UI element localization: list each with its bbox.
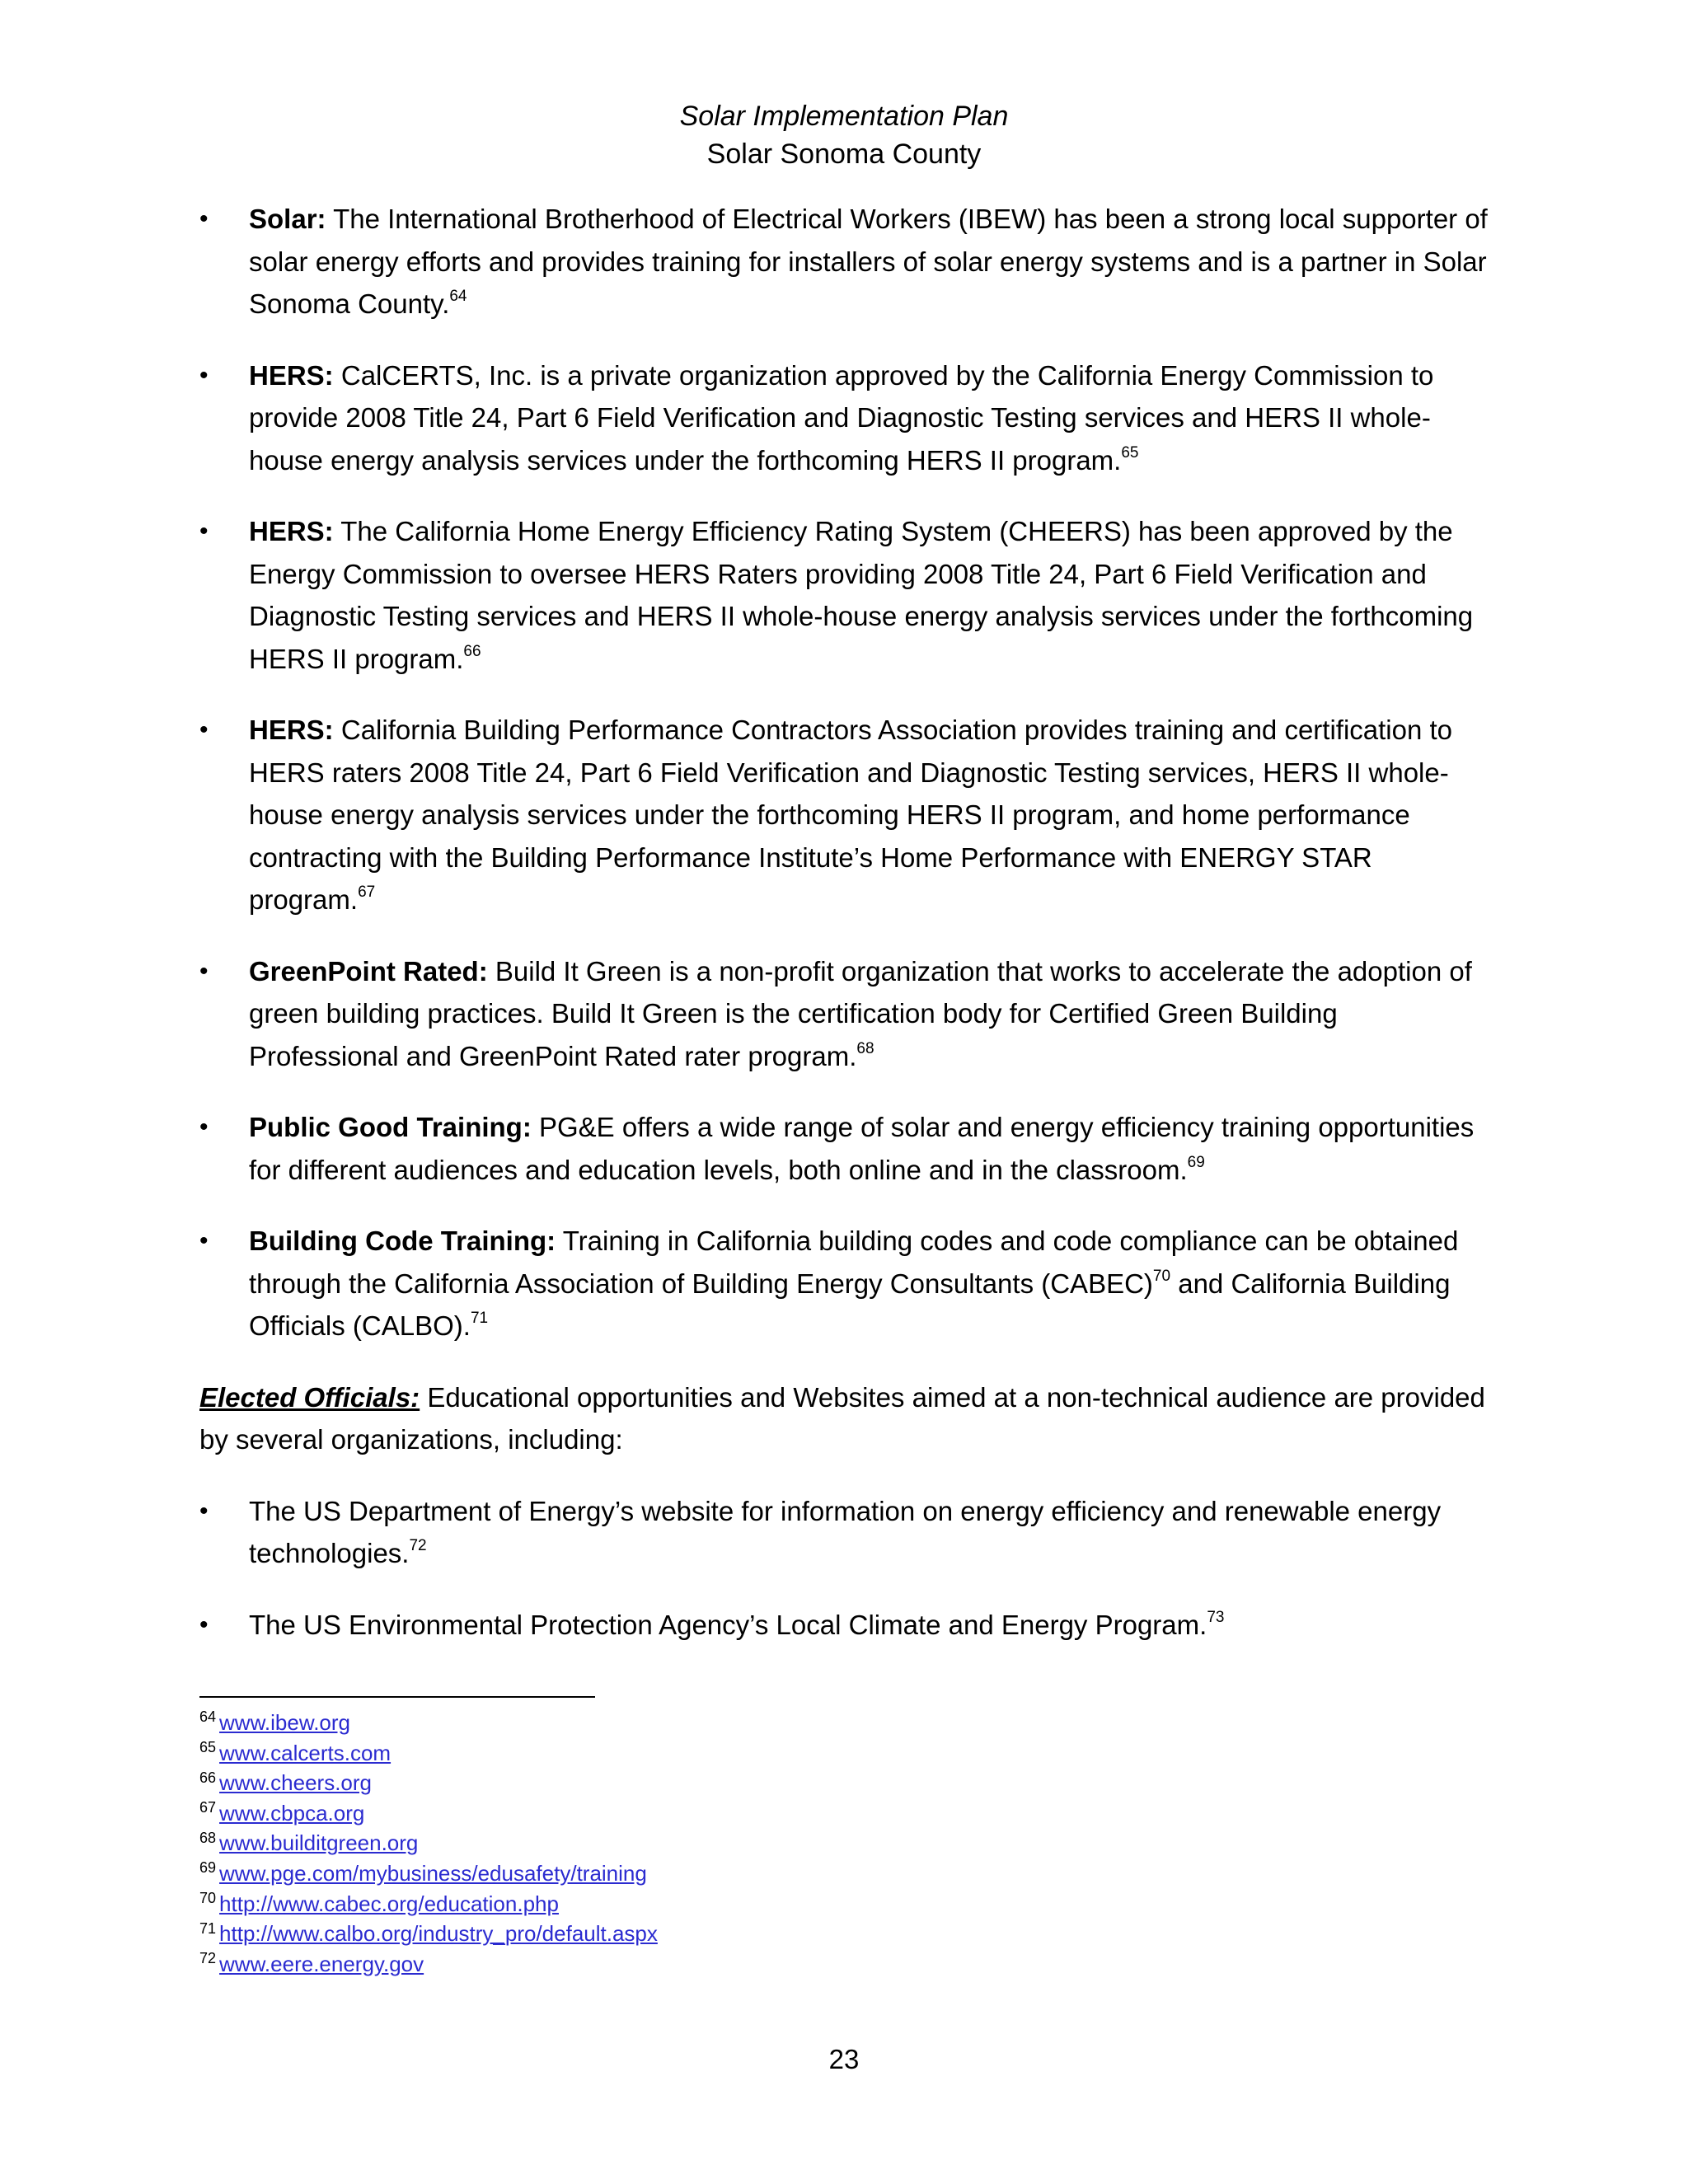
paragraph-text: Educational opportunities and Websites aimed at a non-technical audience are provided by several organizations, including:	[199, 1381, 1485, 1455]
item-text: The International Brotherhood of Electrical Workers (IBEW) has been a strong local supporter of solar energy efforts and provides training for installers of solar energy systems and is a partner in Solar Sonoma County.	[249, 204, 1488, 319]
list-item	[199, 198, 1493, 326]
page-number: 23	[828, 2044, 860, 2074]
list-item	[199, 1220, 1493, 1347]
list-item	[199, 1490, 1493, 1575]
footnote-number: 66	[199, 1769, 217, 1786]
item-text: Training in California building codes and code compliance can be obtained through the California Association of Building Energy Consultants (CABEC)	[249, 1226, 1459, 1299]
footnote-number: 71	[199, 1919, 217, 1937]
footnote-ref: 71	[470, 1310, 489, 1327]
item-lead: GreenPoint Rated:	[249, 955, 488, 987]
bullet-icon: •	[199, 361, 209, 389]
bullet-icon: •	[199, 716, 209, 743]
list-item	[199, 950, 1493, 1078]
footnote-item	[199, 1889, 1353, 1919]
elected-officials-paragraph	[199, 1376, 1493, 1461]
footnote-item	[199, 1858, 1353, 1889]
footnote-link[interactable]: www.cheers.org	[219, 1770, 372, 1796]
item-lead: HERS:	[249, 359, 334, 391]
bullet-icon: •	[199, 518, 209, 545]
item-text: The California Home Energy Efficiency Rating System (CHEERS) has been approved by the Energy Commission to oversee HERS Raters providing 2008 Title 24, Part 6 Field Verification and Diagnostic Testing services and HERS II whole-house energy analysis services under the forthcoming HERS II program.	[249, 516, 1474, 674]
item-lead: Solar:	[249, 204, 326, 234]
item-text: CalCERTS, Inc. is a private organization approved by the California Energy Commission to provide 2008 Title 24, Part 6 Field Verification and Diagnostic Testing services and HERS II whole-house energy analysis services under the forthcoming HERS II program.	[249, 359, 1434, 476]
footnote-divider	[199, 1696, 595, 1698]
footnote-link[interactable]: www.calcerts.com	[219, 1740, 392, 1765]
footnote-item	[199, 1828, 1353, 1858]
footnote-item	[199, 1949, 1353, 1980]
item-lead: HERS:	[249, 516, 334, 546]
footnote-link[interactable]: www.pge.com/mybusiness/edusafety/training	[219, 1860, 647, 1886]
list-item	[199, 709, 1493, 921]
footnote-number: 70	[199, 1889, 217, 1906]
list-item	[199, 354, 1493, 482]
item-text: PG&E offers a wide range of solar and energy efficiency training opportunities for different audiences and education levels, both online and in the classroom.	[249, 1112, 1475, 1185]
item-text: California Building Performance Contractors Association provides training and certification to HERS raters 2008 Title 24, Part 6 Field Verification and Diagnostic Testing services, HERS II whole-house energy analysis services under the forthcoming HERS II program, and home performance contracting with the Building Performance Institute’s Home Performance with ENERGY STAR program.	[249, 715, 1453, 915]
item-lead: HERS:	[249, 715, 334, 745]
list-item	[199, 1106, 1493, 1191]
resources-bullet-list	[199, 1490, 1493, 1647]
footnote-ref: 64	[449, 288, 467, 305]
bullet-icon: •	[199, 1227, 209, 1254]
footnote-ref: 67	[358, 883, 376, 901]
footnote-item	[199, 1708, 1353, 1738]
footnotes	[199, 1708, 1353, 1979]
footnote-ref: 70	[1152, 1267, 1171, 1285]
bullet-icon: •	[199, 1113, 209, 1141]
bullet-icon: •	[199, 1497, 209, 1525]
footnote-item	[199, 1798, 1353, 1829]
footnote-item	[199, 1738, 1353, 1769]
training-bullet-list	[199, 198, 1493, 1347]
footnote-number: 67	[199, 1799, 217, 1816]
header-subtitle: Solar Sonoma County	[706, 138, 982, 170]
footnote-ref: 66	[463, 642, 481, 660]
footnote-number: 65	[199, 1738, 217, 1755]
item-text: Build It Green is a non-profit organization that works to accelerate the adoption of green building practices. Build It Green is the certification body for Certified Green Building Professional and GreenPoint Rated rater program.	[249, 955, 1472, 1071]
item-text: and California Building Officials (CALBO).	[249, 1268, 1451, 1341]
list-item	[199, 510, 1493, 680]
footnote-link[interactable]: www.ibew.org	[219, 1710, 350, 1735]
item-text: The US Environmental Protection Agency’s Local Climate and Energy Program.	[249, 1609, 1207, 1640]
footnote-number: 68	[199, 1829, 217, 1846]
footnote-number: 72	[199, 1950, 217, 1967]
footnote-number: 64	[199, 1708, 217, 1726]
footnote-link[interactable]: http://www.calbo.org/industry_pro/default.aspx	[219, 1921, 658, 1947]
item-lead: Building Code Training:	[249, 1226, 556, 1256]
footnote-number: 69	[199, 1859, 217, 1877]
footnote-link[interactable]: www.cbpca.org	[219, 1800, 365, 1825]
list-item	[199, 1604, 1493, 1647]
footnote-ref: 69	[1187, 1153, 1205, 1171]
body-content	[199, 198, 1493, 1675]
footnote-ref: 72	[409, 1537, 427, 1554]
item-text: The US Department of Energy’s website for information on energy efficiency and renewable energy technologies.	[249, 1495, 1442, 1568]
bullet-icon: •	[199, 957, 209, 985]
bullet-icon: •	[199, 205, 209, 232]
item-lead: Public Good Training:	[249, 1112, 532, 1142]
footnote-ref: 65	[1121, 443, 1139, 462]
page-header	[0, 97, 1688, 173]
footnote-item	[199, 1768, 1353, 1798]
section-label: Elected Officials:	[199, 1381, 420, 1413]
bullet-icon: •	[199, 1610, 209, 1638]
footnote-ref: 68	[856, 1039, 874, 1057]
footnote-item	[199, 1919, 1353, 1949]
footnote-link[interactable]: www.eere.energy.gov	[219, 1951, 424, 1976]
footnote-link[interactable]: http://www.cabec.org/education.php	[219, 1891, 559, 1916]
footnote-link[interactable]: www.builditgreen.org	[219, 1830, 419, 1856]
footnote-ref: 73	[1207, 1608, 1225, 1626]
header-title: Solar Implementation Plan	[679, 101, 1009, 132]
